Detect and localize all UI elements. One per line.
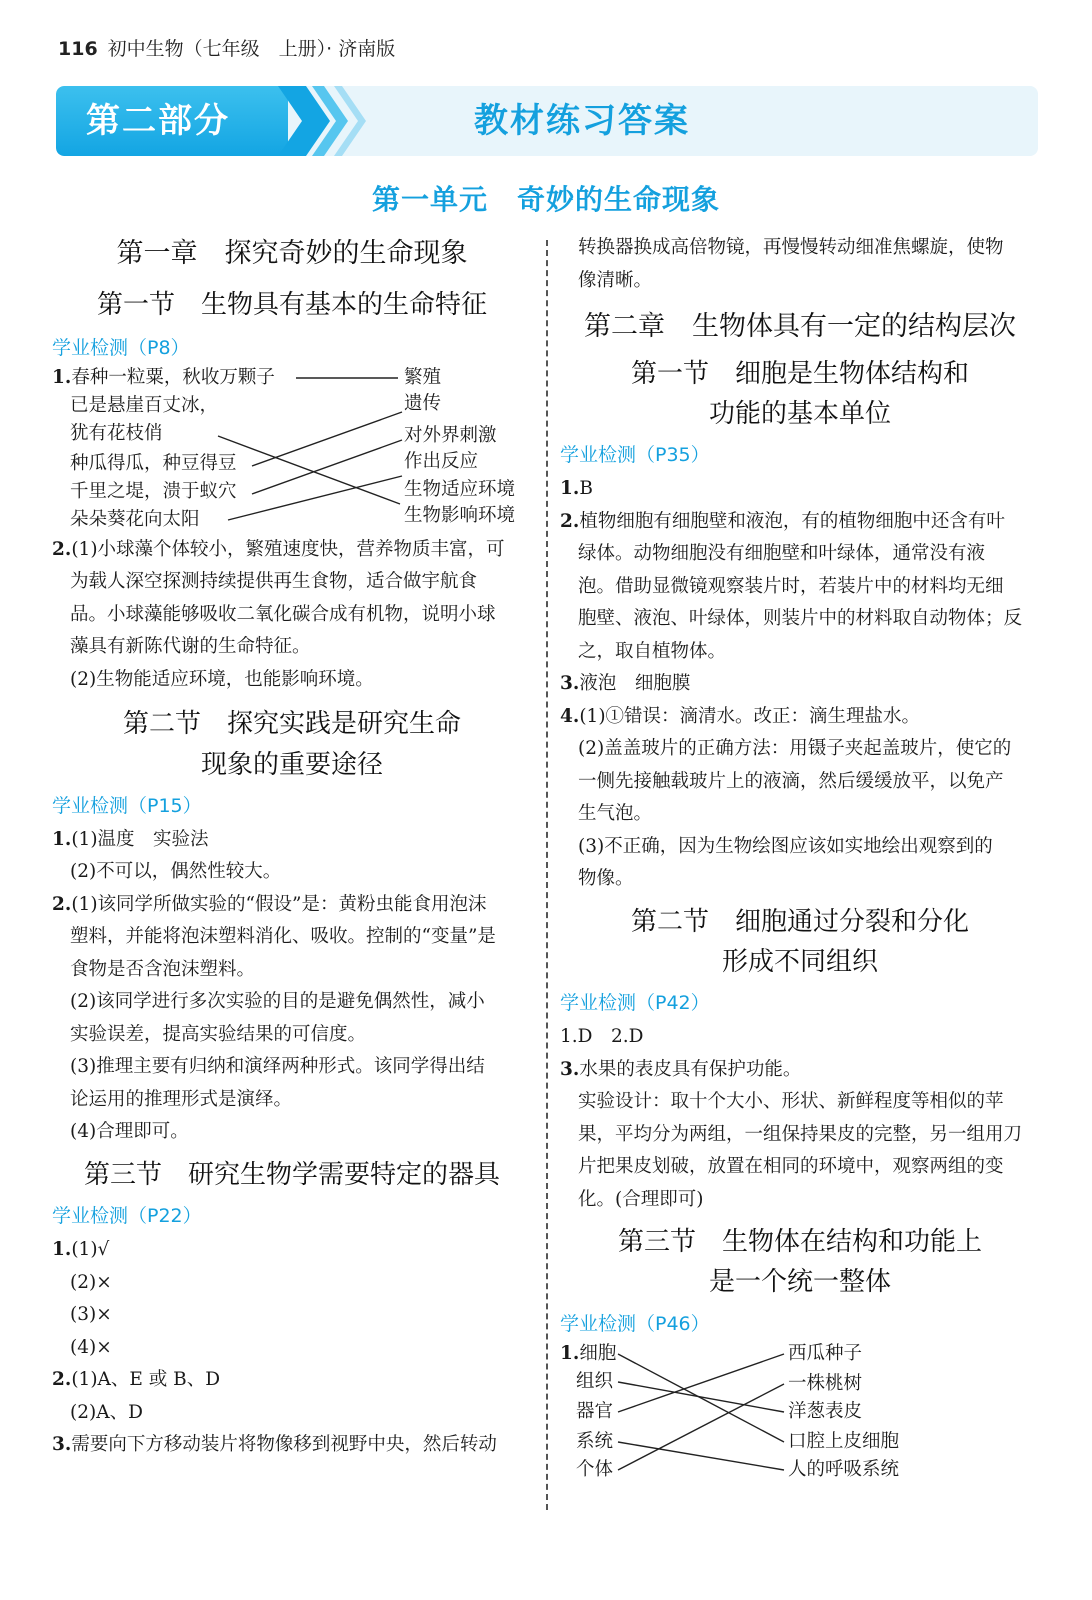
match-right-item: 遗传 [404,392,442,414]
answer-text: 物像。 [578,868,634,890]
exercise-tag: 学业检测（P35） [560,444,710,467]
question-number: 1. [52,1239,72,1261]
answer-text: 液泡 细胞膜 [579,673,691,695]
answer-text: 藻具有新陈代谢的生命特征。 [70,636,311,658]
match-right-item: 口腔上皮细胞 [788,1430,900,1452]
chapter-heading: 第一章 探究奇妙的生命现象 [116,238,468,269]
answer-text: 生气泡。 [578,803,653,825]
match-left-item: 个体 [576,1458,614,1480]
answer-text: (2)× [70,1271,112,1293]
part-banner [56,86,1038,156]
question-number: 1. [560,1342,580,1364]
answer-text: (1)该同学所做实验的“假设”是：黄粉虫能食用泡沫 [71,893,487,915]
answer-text: 1.D 2.D [560,1026,644,1048]
answer-text: (3)推理主要有归纳和演绎两种形式。该同学得出结 [70,1056,485,1078]
answer-text: 片把果皮划破，放置在相同的环境中，观察两组的变 [578,1156,1004,1178]
column-divider [546,240,548,1510]
section-heading: 是一个统一整体 [708,1267,891,1298]
match-right-item: 一株桃树 [788,1372,863,1394]
answer-text: B [579,478,593,500]
answer-text: (3)不正确，因为生物绘图应该如实地绘出观察到的 [578,835,993,857]
exercise-tag: 学业检测（P8） [52,336,190,359]
match-left-item: 种瓜得瓜，种豆得豆 [70,452,237,474]
exercise-tag: 学业检测（P46） [560,1312,710,1335]
matching-exercise [52,366,532,534]
left-column [52,232,532,1462]
question-number: 3. [560,673,580,695]
match-left-item: 器官 [576,1400,614,1422]
section-heading: 第二节 探究实践是研究生命 [122,709,461,740]
match-left-item: 朵朵葵花向太阳 [70,508,200,530]
exercise-tag: 学业检测（P15） [52,794,202,817]
answer-text: 塑料，并能将泡沫塑料消化、吸收。控制的“变量”是 [70,926,496,948]
exercise-tag: 学业检测（P22） [52,1205,202,1228]
answer-text: (2)不可以，偶然性较大。 [70,861,282,883]
answer-text: (3)× [70,1304,112,1326]
section-heading: 第一节 细胞是生物体结构和 [630,358,969,389]
answer-text: 胞壁、液泡、叶绿体，则装片中的材料取自动物体；反 [578,608,1023,630]
answer-text: 绿体。动物细胞没有细胞壁和叶绿体，通常没有液 [578,543,986,565]
match-left-item: 犹有花枝俏 [70,422,163,444]
answer-text: (1)①错误：滴清水。改正：滴生理盐水。 [579,705,921,727]
match-right-item: 对外界刺激 [404,424,497,446]
match-right-item: 人的呼吸系统 [788,1458,900,1480]
match-right-item: 生物适应环境 [404,478,516,500]
answer-text: (1)温度 实验法 [71,828,209,850]
answer-text: (4)合理即可。 [70,1121,189,1143]
part-label: 第二部分 [56,86,288,156]
answer-text: (2)生物能适应环境，也能影响环境。 [70,668,374,690]
answer-text: 果，平均分为两组，一组保持果皮的完整，另一组用刀 [578,1123,1023,1145]
answer-text: 一侧先接触载玻片上的液滴，然后缓缓放平，以免产 [578,770,1004,792]
match-left-item: 春种一粒粟，秋收万颗子 [71,366,275,388]
answer-text: 转换器换成高倍物镜，再慢慢转动细准焦螺旋，使物 [578,237,1004,258]
banner-title: 教材练习答案 [474,101,690,141]
question-number: 1. [52,366,72,388]
answer-text: 泡。借助显微镜观察装片时，若装片中的材料均无细 [578,575,1004,597]
running-head [58,34,395,61]
answer-text: 为载人深空探测持续提供再生食物，适合做宇航食 [70,571,478,593]
answer-text: (2)A、D [70,1401,143,1423]
answer-text: 食物是否含泡沫塑料。 [70,958,256,980]
answer-text: 论运用的推理形式是演绎。 [70,1088,293,1110]
section-heading: 第三节 研究生物学需要特定的器具 [83,1159,500,1190]
section-heading: 功能的基本单位 [708,398,891,429]
section-heading: 现象的重要途径 [200,749,383,780]
matching-exercise [560,1342,1040,1492]
question-number: 3. [560,1058,580,1080]
answer-text: 实验误差，提高实验结果的可信度。 [70,1023,367,1045]
section-heading: 第二节 细胞通过分裂和分化 [630,906,969,937]
book-title: 初中生物（七年级 上册）· 济南版 [107,38,396,60]
answer-text: (4)× [70,1336,112,1358]
match-right-item: 繁殖 [404,366,442,388]
match-right-item: 生物影响环境 [404,504,516,526]
answer-text: (2)盖盖玻片的正确方法：用镊子夹起盖玻片，使它的 [578,738,1012,760]
answer-text: 像清晰。 [578,269,653,291]
answer-text: 需要向下方移动装片将物像移到视野中央，然后转动 [71,1434,497,1456]
question-number: 2. [52,1369,72,1391]
page-number: 116 [58,38,98,60]
answer-text: 实验设计：取十个大小、形状、新鲜程度等相似的苹 [578,1091,1004,1113]
answer-text: (1)A、E 或 B、D [71,1369,221,1391]
match-left-item: 组织 [576,1370,614,1392]
answer-text: 水果的表皮具有保护功能。 [579,1058,802,1080]
question-number: 4. [560,705,580,727]
answer-text: (1)小球藻个体较小，繁殖速度快，营养物质丰富，可 [71,538,505,560]
section-heading: 第三节 生物体在结构和功能上 [617,1227,982,1258]
match-left-item: 已是悬崖百丈冰， [70,394,219,416]
question-number: 1. [52,828,72,850]
match-left-item: 系统 [576,1430,614,1452]
chapter-heading: 第二章 生物体具有一定的结构层次 [584,311,1016,342]
answer-text: (1)√ [71,1239,110,1261]
answer-text: (2)该同学进行多次实验的目的是避免偶然性，减小 [70,991,485,1013]
match-right-item: 作出反应 [404,450,479,472]
right-column [560,232,1040,1492]
match-right-item: 西瓜种子 [788,1342,863,1364]
answer-text: 植物细胞有细胞壁和液泡，有的植物细胞中还含有叶 [579,510,1005,532]
answer-text: 化。(合理即可) [578,1188,704,1210]
match-left-item: 千里之堤，溃于蚁穴 [70,480,237,502]
unit-title: 第一单元 奇妙的生命现象 [371,183,720,216]
question-number: 2. [560,510,580,532]
exercise-tag: 学业检测（P42） [560,992,710,1015]
match-left-item: 细胞 [579,1342,617,1364]
section-heading: 形成不同组织 [721,946,878,977]
question-number: 1. [560,478,580,500]
question-number: 3. [52,1434,72,1456]
question-number: 2. [52,893,72,915]
question-number: 2. [52,538,72,560]
match-right-item: 洋葱表皮 [788,1400,863,1422]
answer-text: 之，取自植物体。 [578,640,727,662]
answer-text: 品。小球藻能够吸收二氧化碳合成有机物，说明小球 [70,603,496,625]
section-heading: 第一节 生物具有基本的生命特征 [96,289,487,320]
